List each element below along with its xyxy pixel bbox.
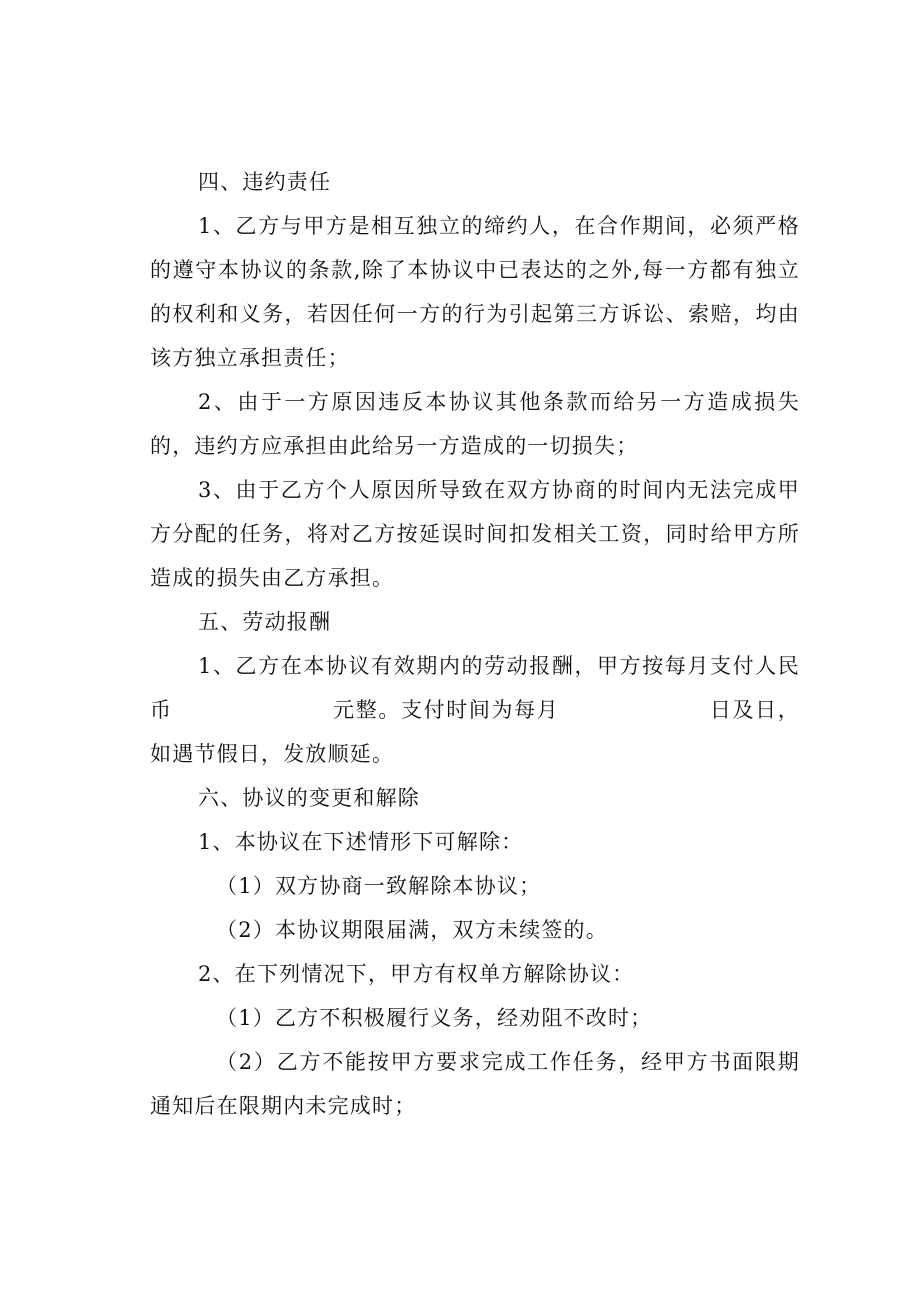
section-6-item-1-sub-1: （1）双方协商一致解除本协议； (216, 874, 542, 898)
section-4-title: 四、违约责任 (198, 170, 332, 194)
section-6-item-1: 1、本协议在下述情形下可解除： (198, 830, 524, 854)
salary-text-part3: 日及日，如遇节假日，发放顺延。 (150, 698, 800, 766)
document-page (150, 160, 800, 1128)
salary-text-part2: 元整。支付时间为每月 (332, 698, 560, 722)
section-6-item-2: 2、在下列情况下，甲方有权单方解除协议： (198, 962, 635, 986)
salary-text-part1: 1、乙方在本协议有效期内的劳动报酬，甲方按每月支付人民币 (150, 654, 800, 722)
section-4-item-1: 1、乙方与甲方是相互独立的缔约人，在合作期间，必须严格的遵守本协议的条款,除了本协议中已表达的之外,每一方都有独立的权利和义务，若因任何一方的行为引起第三方诉讼、索赔，均由该方独立承担责任； (150, 214, 800, 370)
section-6-item-1-sub-2: （2）本协议期限届满，双方未续签的。 (216, 918, 608, 942)
section-6-item-2-sub-2: （2）乙方不能按甲方要求完成工作任务，经甲方书面限期通知后在限期内未完成时； (150, 1050, 800, 1118)
section-5-item-1 (150, 644, 800, 776)
section-5-title: 五、劳动报酬 (198, 610, 332, 634)
section-6-item-2-sub-1: （1）乙方不积极履行义务，经劝阻不改时； (216, 1006, 653, 1030)
section-4-item-3: 3、由于乙方个人原因所导致在双方协商的时间内无法完成甲方分配的任务，将对乙方按延误时间扣发相关工资，同时给甲方所造成的损失由乙方承担。 (150, 478, 800, 590)
section-4-item-2: 2、由于一方原因违反本协议其他条款而给另一方造成损失的，违约方应承担由此给另一方造成的一切损失； (150, 390, 800, 458)
section-6-title: 六、协议的变更和解除 (198, 786, 420, 810)
